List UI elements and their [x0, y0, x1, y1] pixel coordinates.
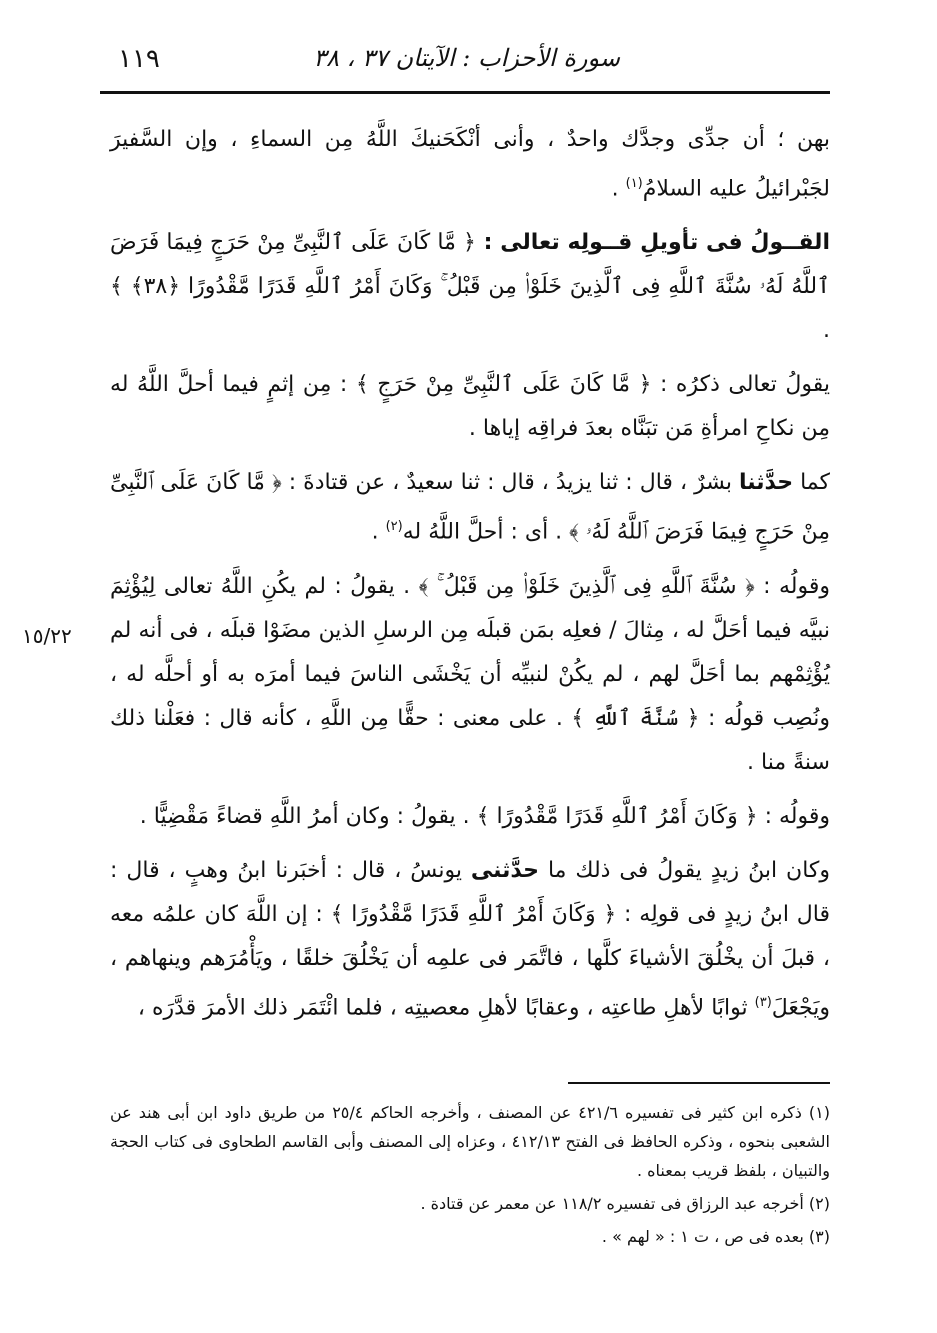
paragraph-text: . يقولُ : لم يكُنِ اللَّهُ تعالى لِيُؤْثِمَ نبيَّه فيما أحَلَّ له ، مِثالَ / فعلِه بمَن قبلَه مِن الرسلِ الذين مضَوْا قبلَه ، فى أنه لم يُؤْثِمْهم بما أحَلَّ لهم ، لم يكُنْ لنبيِّه أن يَخْشَى الناسَ فيما أمرَه به أو أحلَّه له ، ونُصِب قولُه :: [110, 573, 831, 731]
quran-verse: ﴿ سُنَّةَ ٱللَّهِ ﴾: [571, 705, 700, 731]
paragraph-1: [110, 118, 830, 211]
quran-verse: ﴿ سُنَّةَ ٱللَّهِ فِى ٱلَّذِينَ خَلَوْا۟ مِن قَبْلُ ۚ ﴾: [418, 573, 755, 599]
paragraph-text: . أى : أحلَّ اللَّهُ له: [402, 519, 570, 545]
page-number: ١١٩: [118, 44, 160, 74]
paragraph-text: يقولُ تعالى ذكرُه :: [651, 372, 830, 398]
paragraph-text: بهن ؛ أن جدِّى وجدَّك واحدٌ ، وأنى أنْكَحَنيكَ اللَّهُ مِن السماءِ ، وإن السَّفيرَ لجَبْرائيلُ عليه السلامُ: [110, 127, 830, 202]
paragraph-text: : إن اللَّهَ كان علمُه معه ، قبلَ أن يخْلُقَ الأشياءَ كلَّها ، فاتَّمَر فى علمِه أن يَخْلُقَ خلقًا ، ويَأْمُرَهم وينهاهم ، ويَجْعَلَ: [110, 901, 830, 1020]
paragraph-5: [110, 565, 830, 785]
paragraph-6: [110, 795, 830, 839]
footnote-1: (١) ذكره ابن كثير فى تفسيره ٤٢١/٦ عن المصنف ، وأخرجه الحاكم ٢٥/٤ من طريق داود ابن أبى هند عن الشعبى بنحوه ، وذكره الحافظ فى الفتح ٤١٢/١٣ ، وعزاه إلى المصنف وأبى القاسم الطحاوى فى كتاب الحجة والتبيان ، بلفظ قريب بمعناه .: [110, 1103, 831, 1180]
paragraph-text: وقولُه :: [754, 573, 830, 599]
paragraph-2: [110, 221, 830, 353]
paragraph-4: [110, 461, 830, 554]
paragraph-text: وقولُه :: [757, 803, 830, 829]
paragraph-text: . على معنى : حقًّا مِن اللَّهِ ، كأنه قال : فعَلْنا ذلك سنةً منا .: [110, 705, 830, 775]
paragraph-text: كما: [793, 470, 830, 496]
paragraph-text: : مِن إثمٍ فيما أحلَّ اللَّهُ له مِن نكاحِ امرأةِ مَن تبَنَّاه بعدَ فراقِه إياها .: [110, 372, 830, 442]
footnote-ref: (٣): [754, 994, 772, 1010]
paragraph-text: ثوابًا لأهلِ طاعتِه ، وعقابًا لأهلِ معصيتِه ، فلما ائْتَمَر ذلك الأمرَ قدَّرَه ،: [137, 994, 755, 1020]
main-text: [110, 118, 830, 1040]
header-divider: [100, 91, 830, 94]
footnotes: [110, 1098, 830, 1255]
margin-reference: ١٥/٢٢: [22, 624, 72, 648]
quran-verse: ﴿ مَّا كَانَ عَلَى ٱلنَّبِىِّ مِنْ حَرَجٍ فِيمَا فَرَضَ ٱللَّهُ لَهُۥ ﴾: [110, 470, 830, 545]
page-header: [100, 40, 830, 88]
paragraph-end: .: [823, 318, 830, 344]
quran-verse: ﴿ مَّا كَانَ عَلَى ٱلنَّبِىِّ مِنْ حَرَجٍ فِيمَا فَرَضَ ٱللَّهُ لَهُۥ سُنَّةَ ٱللَّهِ فِى ٱلَّذِينَ خَلَوْا۟ مِن قَبْلُ ۚ وَكَانَ أَمْرُ ٱللَّهِ قَدَرًا مَّقْدُورًا ﴿٣٨﴾ ﴾: [110, 230, 830, 300]
section-heading: القــولُ فى تأويلِ قــولِه تعالى :: [475, 230, 830, 256]
quran-verse: ﴿ وَكَانَ أَمْرُ ٱللَّهِ قَدَرًا مَّقْدُورًا ﴾: [330, 901, 617, 927]
footnote-ref: (٢): [385, 519, 403, 535]
footnote-divider: [568, 1082, 830, 1084]
isnad-marker: حدَّثنى: [470, 857, 539, 883]
isnad-marker: حدَّثنا: [738, 470, 794, 496]
footnote-3: (٣) بعده فى ص ، ت ١ : « لهم » .: [601, 1227, 830, 1246]
paragraph-3: [110, 363, 830, 451]
paragraph-end: .: [611, 176, 626, 202]
quran-verse: ﴿ وَكَانَ أَمْرُ ٱللَّهِ قَدَرًا مَّقْدُورًا ﴾: [476, 803, 758, 829]
paragraph-text: . يقولُ : وكان أمرُ اللَّهِ قضاءً مَقْضِيًّا .: [139, 803, 477, 829]
footnote-2: (٢) أخرجه عبد الرزاق فى تفسيره ١١٨/٢ عن معمر عن قتادة .: [420, 1194, 830, 1213]
paragraph-end: .: [371, 519, 386, 545]
paragraph-text: وكان ابنُ زيدٍ يقولُ فى ذلك ما: [538, 857, 830, 883]
paragraph-text: بشرٌ ، قال : ثنا يزيدُ ، قال : ثنا سعيدٌ ، عن قتادةَ :: [281, 470, 739, 496]
paragraph-7: [110, 849, 830, 1030]
running-title: سورة الأحزاب : الآيتان ٣٧ ، ٣٨: [313, 44, 620, 72]
quran-verse: ﴿ مَّا كَانَ عَلَى ٱلنَّبِىِّ مِنْ حَرَجٍ ﴾: [355, 372, 652, 398]
paragraph-text: يونسُ ، قال : أخبَرنا ابنُ وهبٍ ، قال : قال ابنُ زيدٍ فى قولِه :: [110, 857, 831, 927]
footnote-ref: (١): [625, 176, 643, 191]
